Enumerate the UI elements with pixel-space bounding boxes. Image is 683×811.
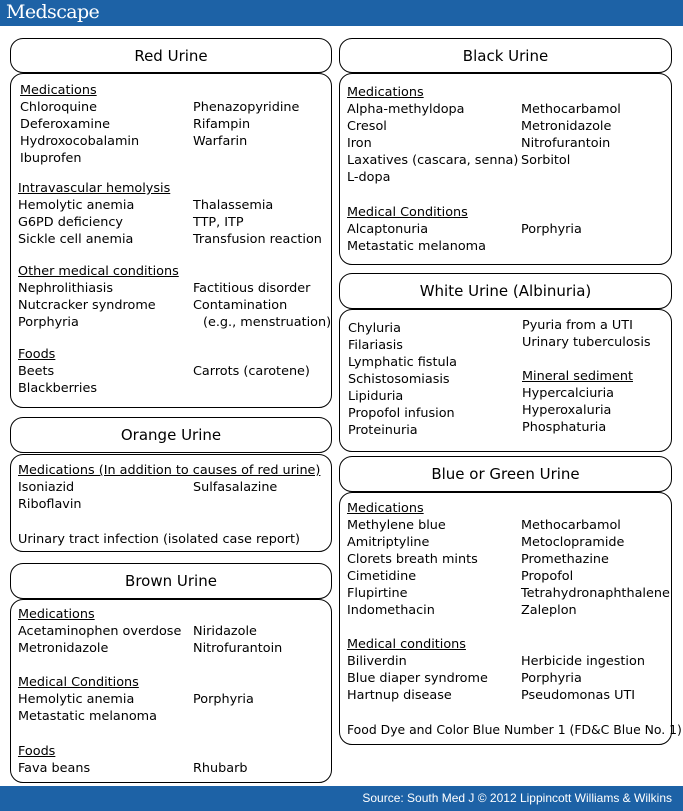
list-item: Porphyria: [18, 315, 79, 330]
list-item: Lymphatic fistula: [348, 355, 457, 370]
list-item: Rhubarb: [193, 761, 248, 776]
orange-urine-box: [10, 454, 332, 552]
list-item: Niridazole: [193, 624, 257, 639]
list-item: Laxatives (cascara, senna): [347, 153, 519, 168]
blue-medications-heading: Medications: [347, 501, 424, 516]
blue-urine-box: [339, 492, 682, 745]
blue-conditions-heading: Medical conditions: [347, 637, 466, 652]
orange-note: Urinary tract infection (isolated case report): [18, 532, 301, 547]
list-item: Hyperoxaluria: [522, 403, 612, 418]
white-urine-header: [339, 273, 672, 309]
list-item: Porphyria: [193, 692, 254, 707]
list-item: Propofol infusion: [348, 406, 455, 421]
list-item: Phosphaturia: [522, 420, 607, 435]
list-item: Transfusion reaction: [193, 232, 322, 247]
list-item: Porphyria: [521, 222, 582, 237]
list-item: Filariasis: [348, 338, 403, 353]
brown-conditions-heading: Medical Conditions: [18, 675, 139, 690]
list-item: L-dopa: [347, 170, 391, 185]
list-item: Contamination: [193, 298, 288, 313]
list-item: Hartnup disease: [347, 688, 452, 703]
medscape-logo[interactable]: Medscape: [6, 1, 100, 23]
list-item: Iron: [347, 136, 372, 151]
list-item: Porphyria: [521, 671, 582, 686]
red-urine-box: [10, 73, 332, 408]
red-hemolysis-heading: Intravascular hemolysis: [18, 181, 171, 196]
black-urine-title: Black Urine: [462, 46, 549, 65]
blue-urine-header: [339, 456, 672, 492]
red-medications-heading: Medications: [20, 83, 97, 98]
source-citation: Source: South Med J © 2012 Lippincott Williams & Wilkins: [362, 791, 672, 805]
list-item: Methocarbamol: [521, 518, 621, 533]
list-item: Flupirtine: [347, 586, 408, 601]
list-item: G6PD deficiency: [18, 215, 123, 230]
black-conditions-heading: Medical Conditions: [347, 205, 468, 220]
list-item: Tetrahydronaphthalene: [521, 586, 670, 601]
list-item: Nitrofurantoin: [521, 136, 611, 151]
list-item: Schistosomiasis: [348, 372, 450, 387]
blue-food-dye-note: Food Dye and Color Blue Number 1 (FD&C Blue No. 1): [347, 722, 682, 737]
list-item: Carrots (carotene): [193, 364, 310, 379]
list-item: Nutcracker syndrome: [18, 298, 156, 313]
list-item: Herbicide ingestion: [521, 654, 645, 669]
list-item: Proteinuria: [348, 423, 418, 438]
list-item: Chloroquine: [20, 100, 98, 115]
list-item: Phenazopyridine: [193, 100, 300, 115]
black-medications-heading: Medications: [347, 85, 424, 100]
list-item: Indomethacin: [347, 603, 435, 618]
list-item: Lipiduria: [348, 389, 404, 404]
orange-urine-header: [10, 417, 332, 453]
list-item: Hydroxocobalamin: [20, 134, 140, 149]
red-other-heading: Other medical conditions: [18, 264, 179, 279]
list-item: Deferoxamine: [20, 117, 110, 132]
list-item: Sickle cell anemia: [18, 232, 134, 247]
black-urine-box: [339, 73, 672, 265]
header-bar: [0, 0, 683, 26]
list-item: Biliverdin: [347, 654, 407, 669]
blue-urine-title: Blue or Green Urine: [431, 465, 580, 483]
list-item: (e.g., menstruation): [203, 315, 332, 330]
white-urine-title: White Urine (Albinuria): [419, 282, 592, 300]
list-item: Pseudomonas UTI: [521, 688, 636, 703]
brown-medications-heading: Medications: [18, 607, 95, 622]
list-item: Riboflavin: [18, 497, 82, 512]
white-urine-box: [339, 309, 672, 452]
black-urine-header: [339, 38, 672, 73]
list-item: Isoniazid: [18, 480, 75, 495]
brown-foods-heading: Foods: [18, 744, 56, 759]
list-item: Acetaminophen overdose: [18, 624, 182, 639]
list-item: Propofol: [521, 569, 574, 584]
red-urine-header: [10, 38, 332, 73]
list-item: Hypercalciuria: [522, 386, 614, 401]
footer-bar: [0, 786, 683, 811]
list-item: Methocarbamol: [521, 102, 621, 117]
list-item: Rifampin: [193, 117, 251, 132]
list-item: Nitrofurantoin: [193, 641, 283, 656]
white-mineral-heading: Mineral sediment: [522, 369, 633, 384]
list-item: Warfarin: [193, 134, 248, 149]
list-item: Alcaptonuria: [347, 222, 429, 237]
list-item: Urinary tuberculosis: [522, 335, 651, 350]
list-item: Chyluria: [348, 321, 401, 336]
list-item: Metronidazole: [18, 641, 109, 656]
list-item: Alpha-methyldopa: [347, 102, 465, 117]
list-item: Metronidazole: [521, 119, 612, 134]
list-item: Hemolytic anemia: [18, 692, 135, 707]
orange-urine-title: Orange Urine: [120, 426, 222, 444]
list-item: Sorbitol: [521, 153, 571, 168]
list-item: Promethazine: [521, 552, 609, 567]
list-item: Fava beans: [18, 761, 91, 776]
list-item: Metastatic melanoma: [18, 709, 157, 724]
list-item: Cresol: [347, 119, 387, 134]
list-item: Beets: [18, 364, 55, 379]
list-item: Thalassemia: [193, 198, 274, 213]
red-foods-heading: Foods: [18, 347, 56, 362]
list-item: Nephrolithiasis: [18, 281, 114, 296]
list-item: Zaleplon: [521, 603, 577, 618]
list-item: Cimetidine: [347, 569, 417, 584]
list-item: Blackberries: [18, 381, 98, 396]
list-item: TTP, ITP: [193, 215, 244, 230]
list-item: Clorets breath mints: [347, 552, 478, 567]
list-item: Blue diaper syndrome: [347, 671, 488, 686]
list-item: Pyuria from a UTI: [522, 318, 633, 333]
list-item: Amitriptyline: [347, 535, 430, 550]
list-item: Factitious disorder: [193, 281, 311, 296]
list-item: Metastatic melanoma: [347, 239, 486, 254]
brown-urine-header: [10, 563, 332, 599]
orange-medications-heading: Medications (In addition to causes of red urine): [18, 463, 321, 478]
brown-urine-title: Brown Urine: [125, 572, 217, 590]
list-item: Methylene blue: [347, 518, 446, 533]
list-item: Sulfasalazine: [193, 480, 278, 495]
list-item: Hemolytic anemia: [18, 198, 135, 213]
list-item: Metoclopramide: [521, 535, 625, 550]
red-urine-title: Red Urine: [134, 46, 208, 65]
list-item: Ibuprofen: [20, 151, 82, 166]
brown-urine-box: [10, 599, 332, 783]
